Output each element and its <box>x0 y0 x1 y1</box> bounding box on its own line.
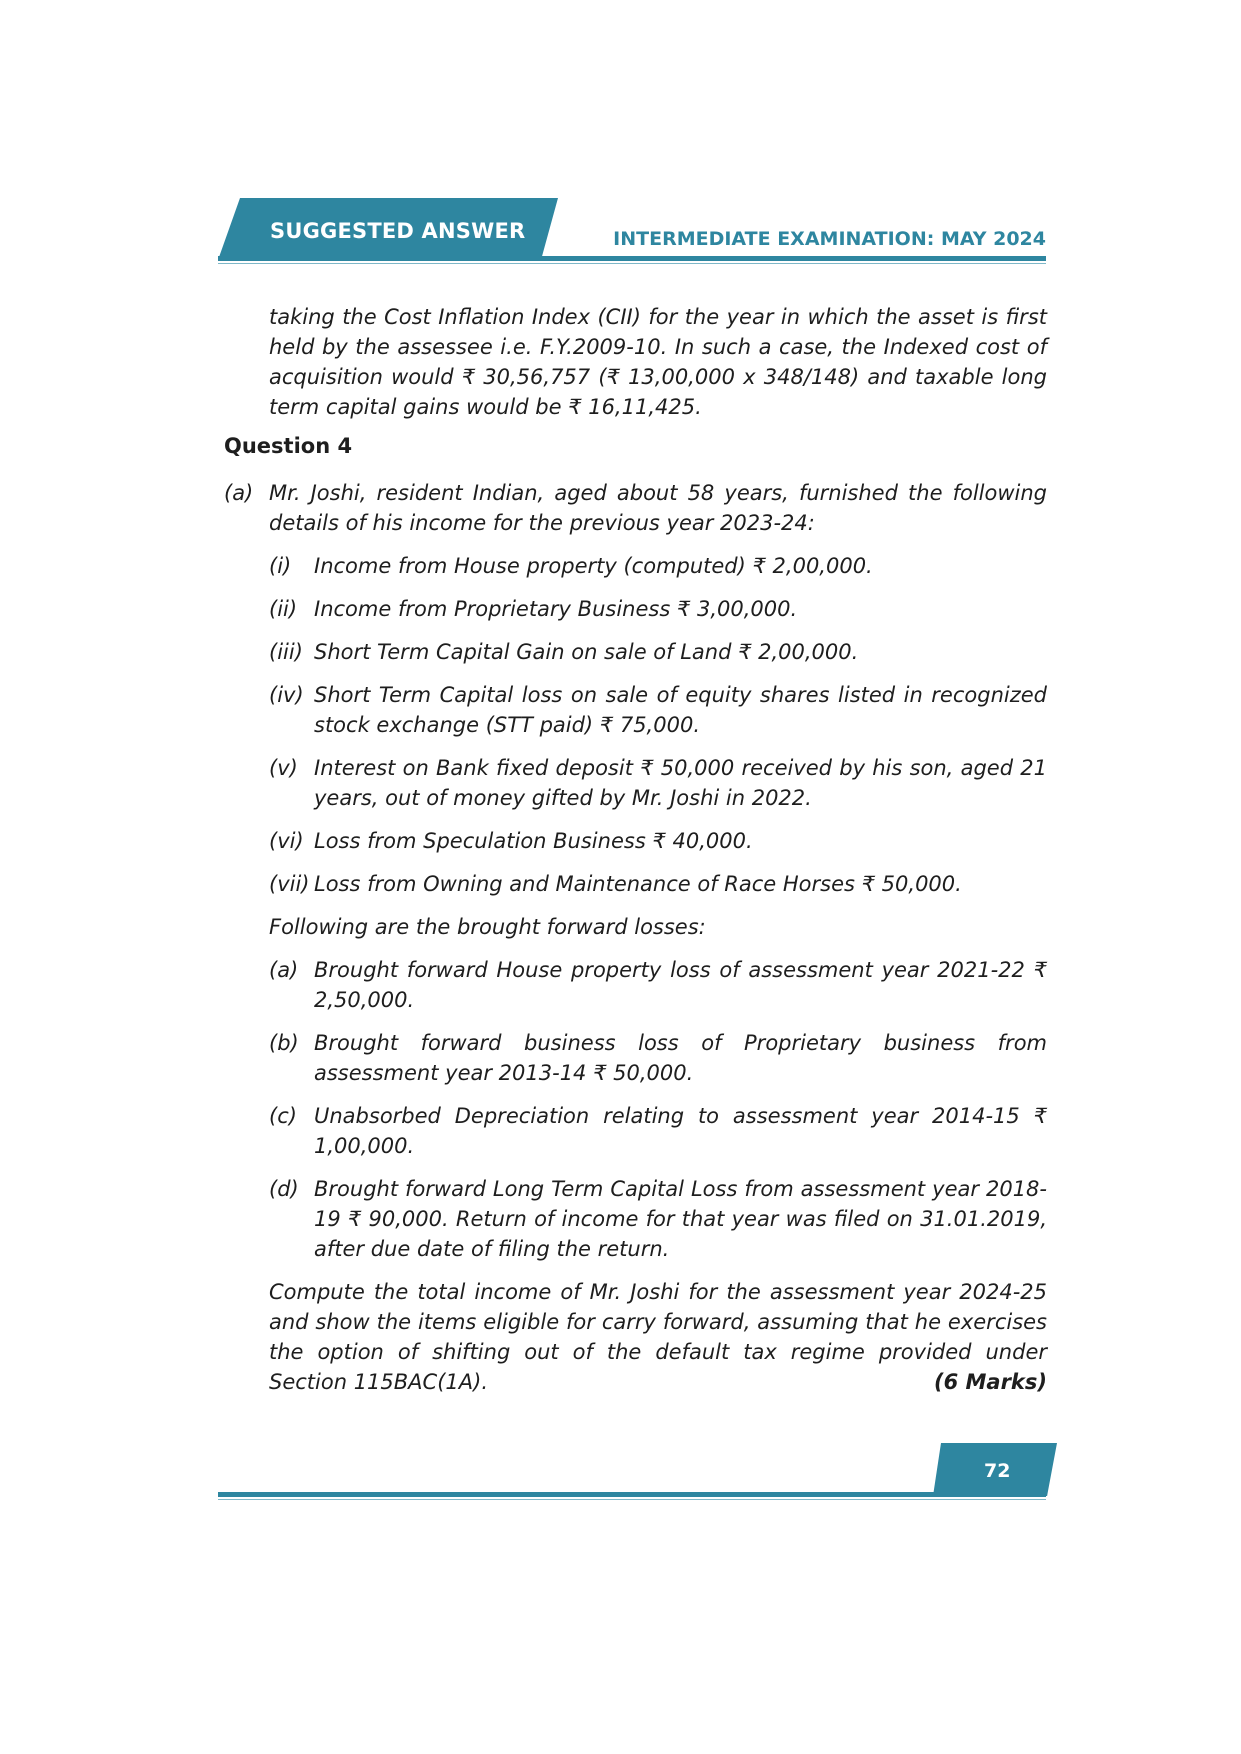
list-item-text: Loss from Owning and Maintenance of Race Horses ₹ 50,000. <box>314 872 962 896</box>
list-item <box>269 637 1047 667</box>
list-item <box>269 753 1047 813</box>
list-item-label: (a) <box>269 958 299 982</box>
question-title: Question 4 <box>224 434 353 458</box>
list-item-text: Income from Proprietary Business ₹ 3,00,000. <box>314 597 798 621</box>
list-item-text: Short Term Capital loss on sale of equity shares listed in recognized stock exchange (STT paid) ₹ 75,000. <box>314 683 1047 737</box>
list-item <box>269 680 1047 740</box>
list-item-label: (vi) <box>269 829 304 853</box>
closing-text: Compute the total income of Mr. Joshi for the assessment year 2024-25 and show the items eligible for carry forward, assuming that he exercises the option of shifting out of the default tax regime provided under Section 115BAC(1A). <box>269 1280 1047 1394</box>
list-item-text: Short Term Capital Gain on sale of Land ₹ 2,00,000. <box>314 640 859 664</box>
brought-forward-intro: Following are the brought forward losses: <box>269 915 706 939</box>
list-item <box>269 1028 1047 1088</box>
list-item-label: (vii) <box>269 872 310 896</box>
list-item-label: (d) <box>269 1177 299 1201</box>
list-item <box>269 551 1047 581</box>
list-item-label: (i) <box>269 554 292 578</box>
list-item-text: Brought forward business loss of Proprietary business from assessment year 2013-14 ₹ 50,000. <box>314 1031 1047 1085</box>
header-rule <box>218 256 1046 261</box>
list-item-label: (v) <box>269 756 298 780</box>
list-item-text: Brought forward House property loss of assessment year 2021-22 ₹ 2,50,000. <box>314 958 1047 1012</box>
footer-rule-thin <box>218 1499 1046 1500</box>
list-item-text: Loss from Speculation Business ₹ 40,000. <box>314 829 753 853</box>
list-item-label: (b) <box>269 1031 299 1055</box>
list-item <box>269 1101 1047 1161</box>
list-item <box>269 955 1047 1015</box>
list-item-label: (ii) <box>269 597 298 621</box>
intro-paragraph: taking the Cost Inflation Index (CII) for the year in which the asset is first held by the assessee i.e. F.Y.2009-10. In such a case, the Indexed cost of acquisition would ₹ 30,56,757 (₹ 13,00,000 x 348/148) and taxable long term capital gains would be ₹ 16,11,425. <box>269 305 1047 419</box>
part-label: (a) <box>224 481 254 505</box>
header-exam-label: INTERMEDIATE EXAMINATION: MAY 2024 <box>613 228 1046 250</box>
part-text: Mr. Joshi, resident Indian, aged about 58 years, furnished the following details of his income for the previous year 2023-24: <box>269 481 1047 535</box>
list-item <box>269 826 1047 856</box>
page-number: 72 <box>984 1460 1011 1482</box>
list-item-text: Interest on Bank fixed deposit ₹ 50,000 received by his son, aged 21 years, out of money gifted by Mr. Joshi in 2022. <box>314 756 1047 810</box>
header-tab-label: SUGGESTED ANSWER <box>270 219 526 243</box>
list-item <box>269 869 1047 899</box>
header-rule-thin <box>218 263 1046 264</box>
list-item-text: Brought forward Long Term Capital Loss from assessment year 2018-19 ₹ 90,000. Return of income for that year was filed on 31.01.2019, after due date of filing the return. <box>314 1177 1047 1261</box>
list-item-text: Unabsorbed Depreciation relating to assessment year 2014-15 ₹ 1,00,000. <box>314 1104 1047 1158</box>
footer-rule <box>218 1492 1046 1497</box>
list-item-label: (iii) <box>269 640 303 664</box>
list-item-text: Income from House property (computed) ₹ 2,00,000. <box>314 554 873 578</box>
list-item-label: (iv) <box>269 683 304 707</box>
marks-label: (6 Marks) <box>933 1370 1047 1394</box>
list-item <box>269 594 1047 624</box>
list-item <box>269 1174 1047 1264</box>
list-item-label: (c) <box>269 1104 297 1128</box>
closing-paragraph <box>269 1277 1047 1397</box>
question-part <box>224 478 1047 538</box>
